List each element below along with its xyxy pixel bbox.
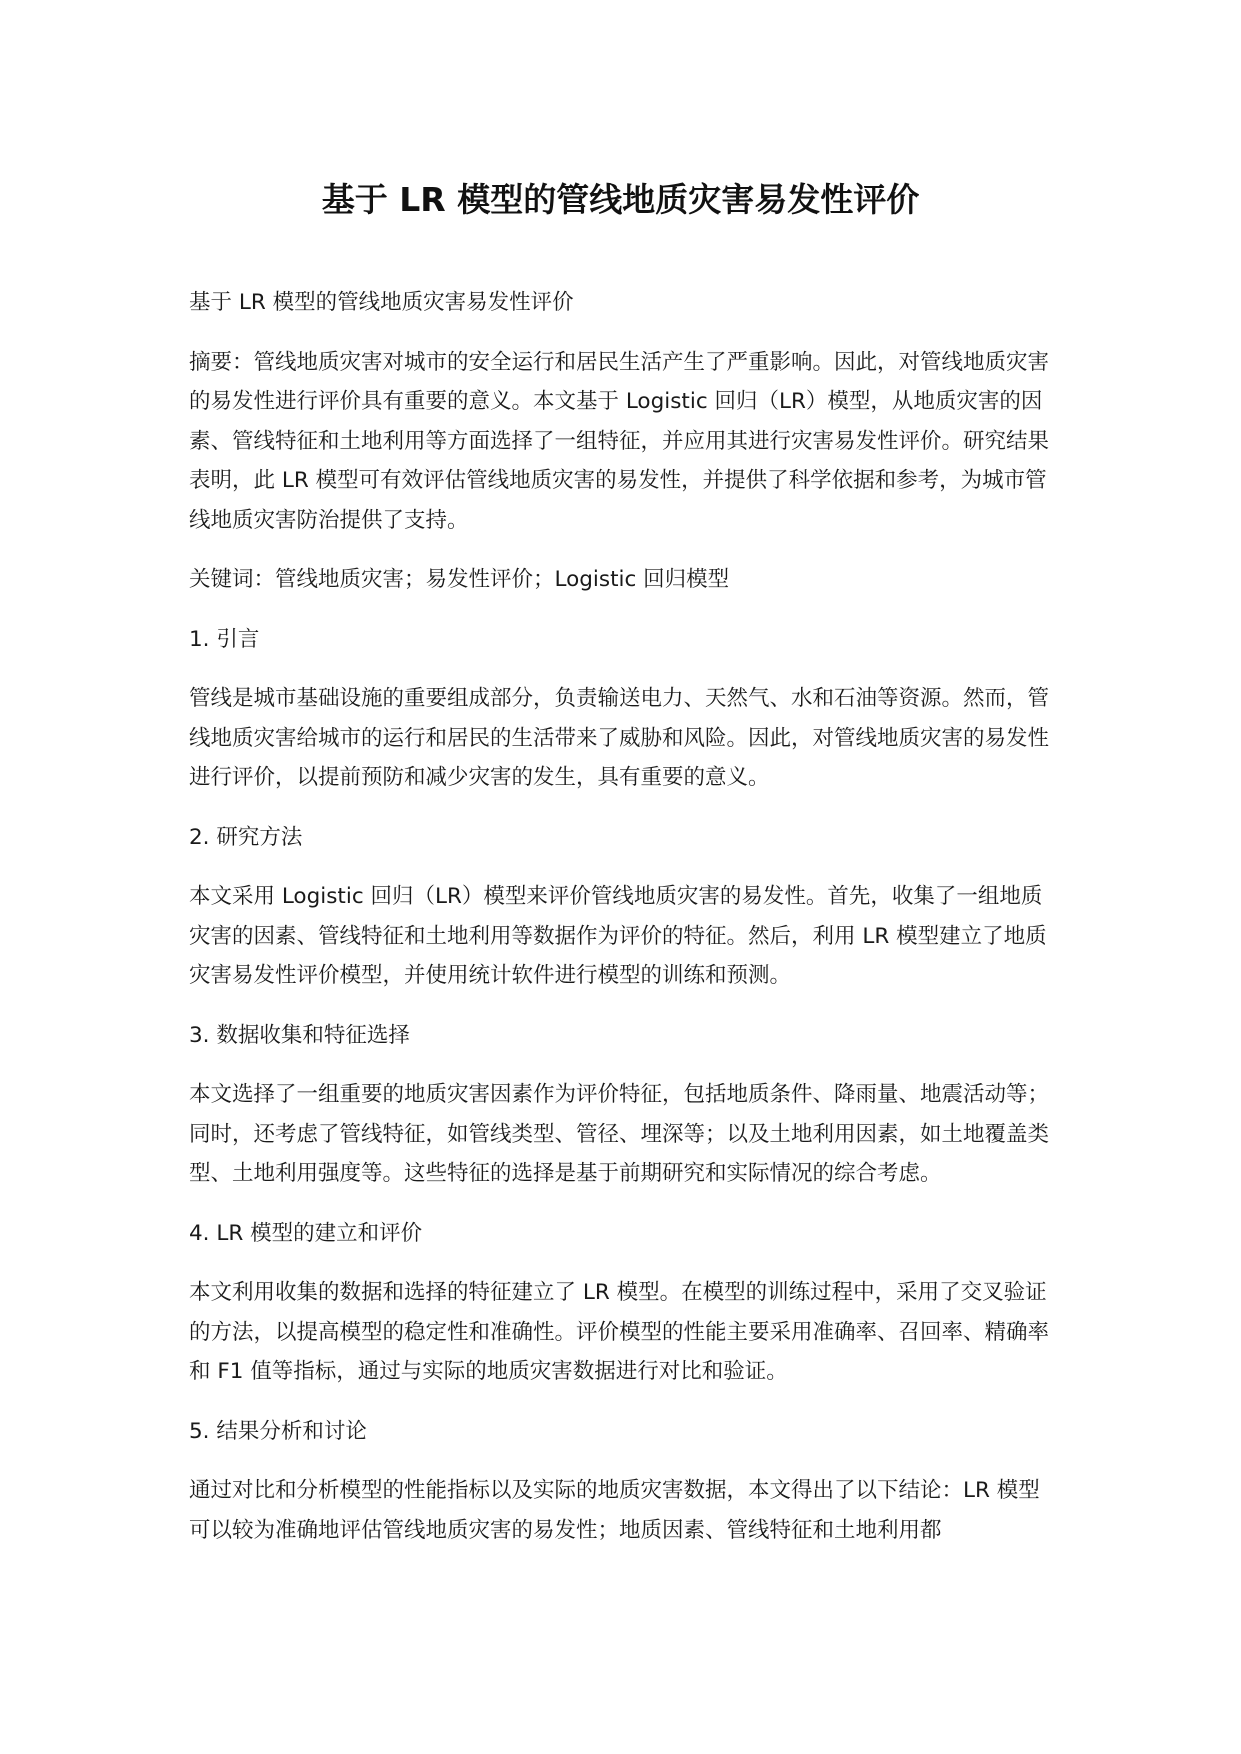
document-subtitle: 基于 LR 模型的管线地质灾害易发性评价 — [189, 290, 574, 315]
document-body — [189, 283, 1055, 1570]
section-body-results: 通过对比和分析模型的性能指标以及实际的地质灾害数据，本文得出了以下结论：LR 模型可以较为准确地评估管线地质灾害的易发性；地质因素、管线特征和土地利用都 — [189, 1478, 1040, 1543]
section-body-introduction: 管线是城市基础设施的重要组成部分，负责输送电力、天然气、水和石油等资源。然而，管线地质灾害给城市的运行和居民的生活带来了威胁和风险。因此，对管线地质灾害的易发性进行评价，以提前预防和减少灾害的发生，具有重要的意义。 — [189, 686, 1050, 790]
section-heading-lr-model: 4. LR 模型的建立和评价 — [189, 1220, 423, 1246]
section-body-lr-model: 本文利用收集的数据和选择的特征建立了 LR 模型。在模型的训练过程中，采用了交叉验证的方法，以提高模型的稳定性和准确性。评价模型的性能主要采用准确率、召回率、精确率和 F1 值等指标，通过与实际的地质灾害数据进行对比和验证。 — [189, 1280, 1050, 1384]
section-body-methods: 本文采用 Logistic 回归（LR）模型来评价管线地质灾害的易发性。首先，收集了一组地质灾害的因素、管线特征和土地利用等数据作为评价的特征。然后，利用 LR 模型建立了地质灾害易发性评价模型，并使用统计软件进行模型的训练和预测。 — [189, 884, 1047, 988]
section-heading-methods: 2. 研究方法 — [189, 824, 303, 850]
section-body-data-features: 本文选择了一组重要的地质灾害因素作为评价特征，包括地质条件、降雨量、地震活动等；同时，还考虑了管线特征，如管线类型、管径、埋深等；以及土地利用因素，如土地覆盖类型、土地利用强度等。这些特征的选择是基于前期研究和实际情况的综合考虑。 — [189, 1082, 1050, 1186]
section-heading-results: 5. 结果分析和讨论 — [189, 1418, 367, 1444]
section-heading-data-features: 3. 数据收集和特征选择 — [189, 1022, 410, 1048]
abstract-paragraph: 摘要：管线地质灾害对城市的安全运行和居民生活产生了严重影响。因此，对管线地质灾害的易发性进行评价具有重要的意义。本文基于 Logistic 回归（LR）模型，从地质灾害的因素、管线特征和土地利用等方面选择了一组特征，并应用其进行灾害易发性评价。研究结果表明，此 LR 模型可有效评估管线地质灾害的易发性，并提供了科学依据和参考，为城市管线地质灾害防治提供了支持。 — [189, 349, 1050, 533]
document-title: 基于 LR 模型的管线地质灾害易发性评价 — [321, 180, 920, 219]
section-heading-introduction: 1. 引言 — [189, 626, 260, 652]
keywords-paragraph: 关键词：管线地质灾害；易发性评价；Logistic 回归模型 — [189, 567, 730, 592]
